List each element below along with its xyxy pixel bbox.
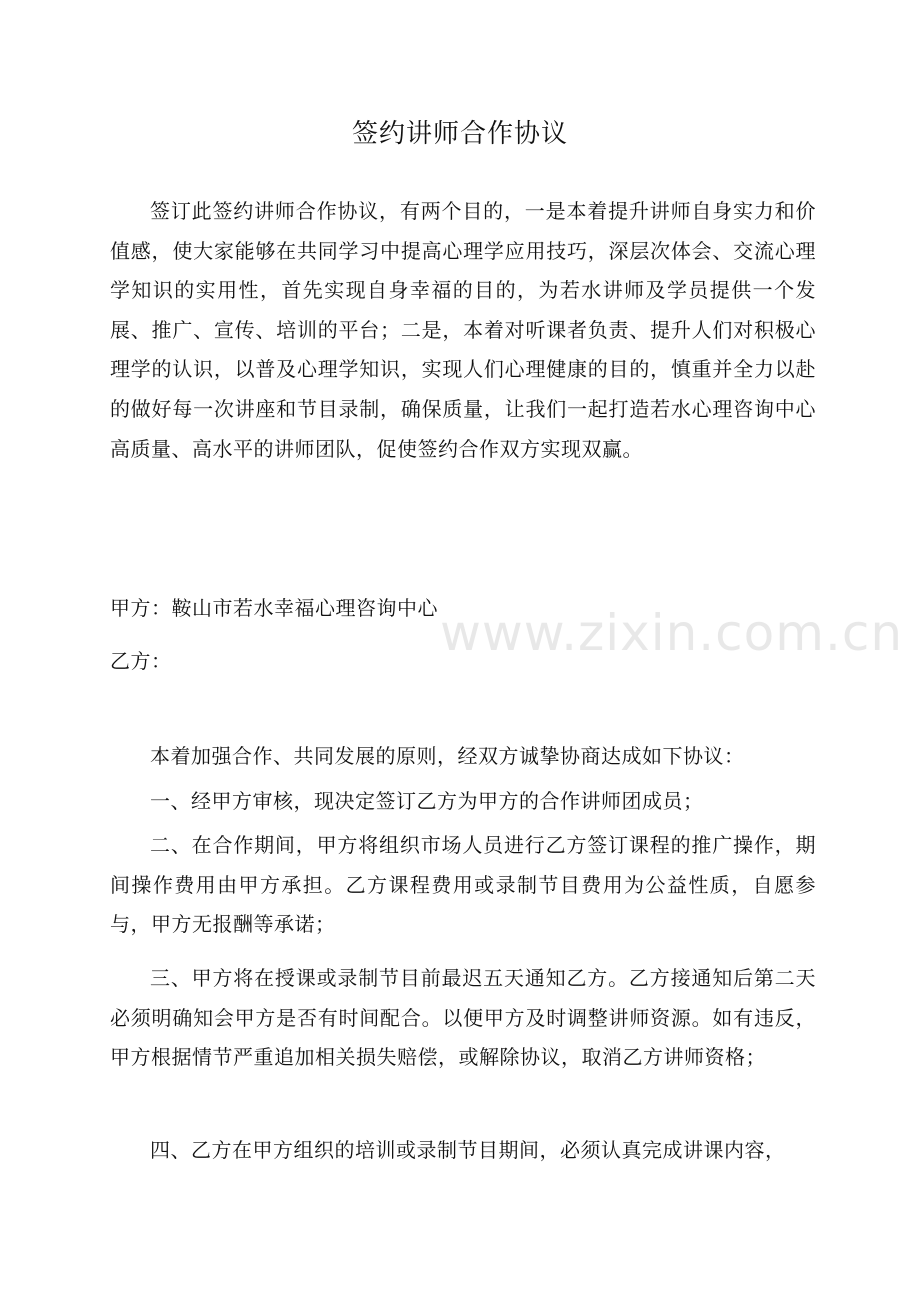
watermark-text: www.zixin.com.cn bbox=[440, 604, 904, 662]
clause-4: 四、乙方在甲方组织的培训或录制节目期间，必须认真完成讲课内容， bbox=[150, 1138, 786, 1162]
agreement-intro: 本着加强合作、共同发展的原则，经双方诚挚协商达成如下协议： bbox=[150, 744, 745, 768]
clause-2: 二、在合作期间，甲方将组织市场人员进行乙方签订课程的推广操作，期间操作费用由甲方承担。乙方课程费用或录制节目费用为公益性质，自愿参与，甲方无报酬等承诺； bbox=[110, 833, 816, 937]
intro-paragraph: 签订此签约讲师合作协议，有两个目的，一是本着提升讲师自身实力和价值感，使大家能够在共同学习中提高心理学应用技巧，深层次体会、交流心理学知识的实用性，首先实现自身幸福的目的，为若水讲师及学员提供一个发展、推广、宣传、培训的平台；二是，本着对听课者负责、提升人们对积极心理学的认识，以普及心理学知识，实现人们心理健康的目的，慎重并全力以赴的做好每一次讲座和节目录制，确保质量，让我们一起打造若水心理咨询中心高质量、高水平的讲师团队，促使签约合作双方实现双赢。 bbox=[110, 199, 816, 461]
clause-3: 三、甲方将在授课或录制节目前最迟五天通知乙方。乙方接通知后第二天必须明确知会甲方是否有时间配合。以便甲方及时调整讲师资源。如有违反，甲方根据情节严重追加相关损失赔偿，或解除协议，取消乙方讲师资格； bbox=[110, 966, 816, 1070]
party-b-line: 乙方： bbox=[110, 649, 172, 673]
party-a-line: 甲方：鞍山市若水幸福心理咨询中心 bbox=[110, 596, 438, 620]
document-title: 签约讲师合作协议 bbox=[351, 119, 568, 149]
clause-1: 一、经甲方审核，现决定签订乙方为甲方的合作讲师团成员； bbox=[150, 789, 704, 813]
